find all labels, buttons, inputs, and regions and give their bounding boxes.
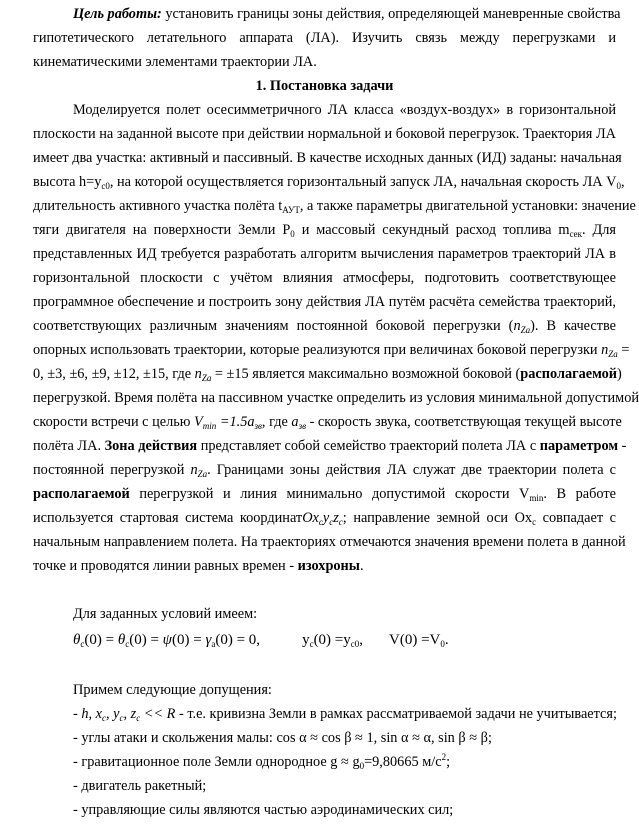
- problem-line: полёта ЛА. Зона действия представляет собой семейство траекторий полета ЛА с параметром -: [33, 438, 627, 454]
- assumptions-intro: Примем следующие допущения:: [73, 682, 272, 698]
- problem-line: Моделируется полет осесимметричного ЛА класса «воздух-воздух» в горизонтальной: [73, 102, 616, 118]
- problem-line: имеет два участка: активный и пассивный. В качестве исходных данных (ИД) заданы: начальная: [33, 150, 622, 166]
- problem-line: горизонтальной плоскости с учётом влияния атмосферы, подготовить соответствующее: [33, 270, 616, 286]
- goal-line-2: гипотетического летательного аппарата (ЛА). Изучить связь между перегрузками и: [33, 30, 616, 46]
- spacer: [33, 578, 616, 602]
- problem-line: 0, ±3, ±6, ±9, ±12, ±15, где $n_{Za} = \pm 15$ является максимально возможной боковой (располагаемой): [33, 366, 622, 383]
- problem-line: длительность активного участка полёта $t_{АУТ}$, а также параметры двигательной установки: значение: [33, 198, 636, 215]
- problem-line: скорости встречи с целью $V_{min} =1.5a_{зв}$, где $a_{зв}$ - скорость звука, соответствующая текущей высоте: [33, 414, 622, 431]
- assumption-item: - углы атаки и скольжения малы: cos α ≈ cos β ≈ 1, sin α ≈ α, sin β ≈ β;: [73, 730, 492, 746]
- problem-line: начальным направлением полета. На траекториях отмечаются значения времени полета в данной: [33, 534, 626, 550]
- initial-conditions-equation: $\theta_c(0) = \theta_c(0) = \psi(0) = \gamma_a(0) = 0$, $y_c(0) =y_{c0}$, $V(0) =V_0$.: [73, 632, 449, 649]
- problem-line: опорных использовать траектории, которые реализуются при величинах боковой перегрузки $n_{Za}$ =: [33, 342, 630, 359]
- spacer: [33, 654, 616, 678]
- problem-line: точке и проводятся линии равных времен - изохроны.: [33, 558, 364, 574]
- assumption-item: - двигатель ракетный;: [73, 778, 207, 794]
- goal-line-3: кинематическими элементами траектории ЛА.: [33, 54, 317, 70]
- assumption-item: - гравитационное поле Земли однородное $g \approx g_0=9,80665$ $м/с^2$;: [73, 752, 451, 771]
- problem-line: высота $h=y_{c0}$, на которой осуществляется горизонтальный запуск ЛА, начальная скорость ЛА $V_0$,: [33, 174, 625, 191]
- assumption-item: - управляющие силы являются частью аэродинамических сил;: [73, 802, 454, 818]
- problem-line: постоянной перегрузкой $n_{Za}$. Границами зоны действия ЛА служат две траектории полета с: [33, 462, 616, 479]
- problem-line: используется стартовая система $координатOx_cy_cz_c$; направление земной оси $Ox_c$ совпадает с: [33, 510, 616, 527]
- assumption-item: - h, $x_c$, $y_c$, $z_c << R - т.е$. кривизна Земли в рамках рассматриваемой задачи не учитывается;: [73, 706, 617, 723]
- problem-line: представленных ИД требуется разработать алгоритм вычисления параметров траекторий ЛА в: [33, 246, 616, 262]
- document-page: [33, 2, 639, 822]
- problem-line: перегрузкой. Время полёта на пассивном участке определить из условия минимальной допустимой: [33, 390, 639, 406]
- problem-line: тяги двигателя на поверхности Земли $P_0$ и массовый секундный расход топлива $m_{сек}$. Для: [33, 222, 616, 239]
- goal-label: Цель работы:: [73, 6, 162, 22]
- problem-line: располагаемой перегрузкой и линия минимально допустимой скорости $V_{min}$. В работе: [33, 486, 616, 503]
- problem-line: соответствующих различным значениям постоянной боковой перегрузки $(n_{Za})$. В качестве: [33, 318, 616, 335]
- problem-line: программное обеспечение и построить зону действия ЛА путём расчёта семейства траекторий,: [33, 294, 616, 310]
- conditions-intro: Для заданных условий имеем:: [73, 606, 258, 622]
- problem-line: плоскости на заданной высоте при действии нормальной и боковой перегрузок. Траектория ЛА: [33, 126, 616, 142]
- goal-line-1: Цель работы: установить границы зоны действия, определяющей маневренные свойства: [73, 6, 621, 22]
- section-heading: 1. Постановка задачи: [255, 78, 394, 94]
